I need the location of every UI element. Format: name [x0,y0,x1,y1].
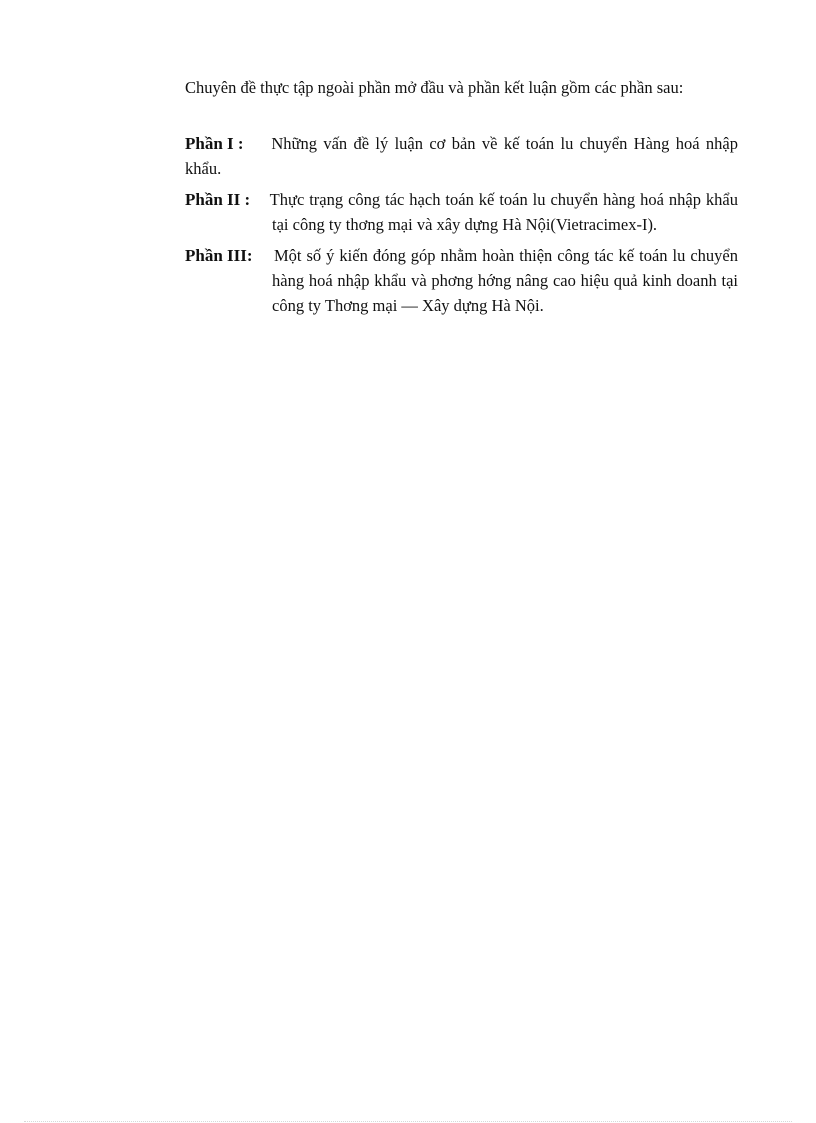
part-label: Phần II : [185,190,251,209]
part-text: Một số ý kiến đóng góp nhằm hoàn thiện công tác kế toán lu chuyển hàng hoá nhập khẩu và phơng hớng nâng cao hiệu quả kinh doanh tại công ty Thơng mại — Xây dựng Hà Nội. [272,246,739,315]
part-label: Phần I : [185,134,244,153]
part-text: Những vấn đề lý luận cơ bản về kế toán lu chuyển Hàng hoá nhập khẩu. [185,134,739,178]
part-label: Phần III: [185,246,253,265]
parts-list [185,131,738,324]
part-text: Thực trạng công tác hạch toán kế toán lu chuyển hàng hoá nhập khẩu tại công ty thơng mại và xây dựng Hà Nội(Vietracimex-I). [269,190,738,234]
part-item-2 [185,187,738,237]
part-item-1 [185,131,738,181]
page-bottom-divider [24,1121,792,1122]
intro-paragraph: Chuyên đề thực tập ngoài phần mở đầu và phần kết luận gồm các phần sau: [185,78,684,97]
part-item-3 [185,243,738,318]
